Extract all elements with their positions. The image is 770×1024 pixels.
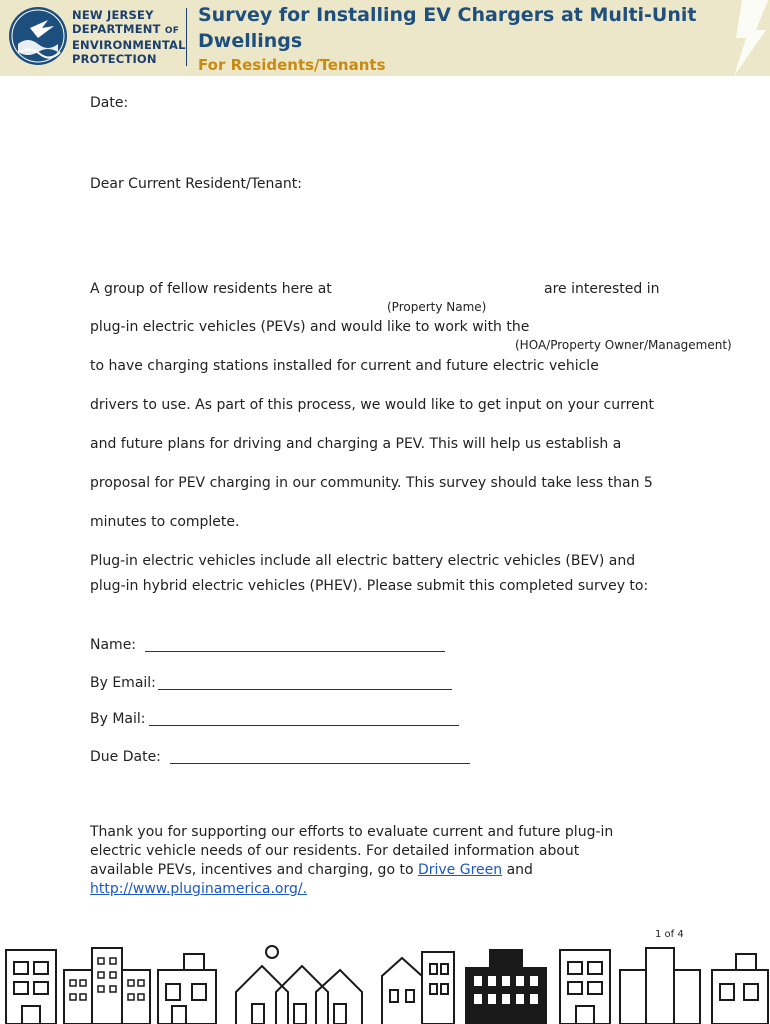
mail-label: By Mail: bbox=[90, 711, 146, 727]
date-label: Date: bbox=[90, 95, 129, 111]
lightning-bolt-icon bbox=[728, 0, 770, 76]
closing-line1: Thank you for supporting our efforts to evaluate current and future plug-in bbox=[90, 824, 614, 840]
p1-line1-a: A group of fellow residents here at bbox=[90, 281, 332, 297]
closing-line2: electric vehicle needs of our residents. For detailed information about bbox=[90, 843, 580, 859]
document-title-line1: Survey for Installing EV Chargers at Multi-Unit bbox=[198, 4, 697, 26]
p1-line5: and future plans for driving and charging a PEV. This will help us establish a bbox=[90, 436, 622, 452]
closing-line4 bbox=[90, 881, 307, 897]
document-header bbox=[0, 0, 770, 76]
closing-line3: available PEVs, incentives and charging, go to Drive Green and bbox=[90, 862, 533, 878]
mail-field[interactable] bbox=[149, 725, 459, 726]
page-number: 1 of 4 bbox=[655, 929, 684, 940]
p2-line2: plug-in hybrid electric vehicles (PHEV). Please submit this completed survey to: bbox=[90, 578, 649, 594]
due-date-label: Due Date: bbox=[90, 749, 161, 765]
salutation: Dear Current Resident/Tenant: bbox=[90, 176, 303, 192]
p1-line6: proposal for PEV charging in our community. This survey should take less than 5 bbox=[90, 475, 653, 491]
due-date-field[interactable] bbox=[170, 763, 470, 764]
p2-line1: Plug-in electric vehicles include all electric battery electric vehicles (BEV) and bbox=[90, 553, 636, 569]
document-title-line2: Dwellings bbox=[198, 30, 303, 52]
p1-line7: minutes to complete. bbox=[90, 514, 240, 530]
plugin-america-link[interactable]: http://www.pluginamerica.org/. bbox=[90, 881, 308, 897]
document-subtitle: For Residents/Tenants bbox=[198, 56, 386, 74]
drive-green-link[interactable]: Drive Green bbox=[417, 862, 503, 878]
njdep-logo-icon bbox=[8, 6, 68, 66]
property-name-caption: (Property Name) bbox=[387, 300, 487, 314]
p1-line2: plug-in electric vehicles (PEVs) and would like to work with the bbox=[90, 319, 530, 335]
agency-name: NEW JERSEY DEPARTMENT OF ENVIRONMENTAL PROTECTION bbox=[72, 8, 186, 66]
email-label: By Email: bbox=[90, 675, 156, 691]
p1-line4: drivers to use. As part of this process, we would like to get input on your current bbox=[90, 397, 655, 413]
buildings-illustration bbox=[0, 940, 770, 1024]
p1-line1-b: are interested in bbox=[544, 281, 660, 297]
name-label: Name: bbox=[90, 637, 137, 653]
email-field[interactable] bbox=[158, 689, 452, 690]
hoa-caption: (HOA/Property Owner/Management) bbox=[515, 338, 732, 352]
header-divider bbox=[186, 8, 187, 66]
p1-line3: to have charging stations installed for current and future electric vehicle bbox=[90, 358, 599, 374]
name-field[interactable] bbox=[145, 651, 445, 652]
